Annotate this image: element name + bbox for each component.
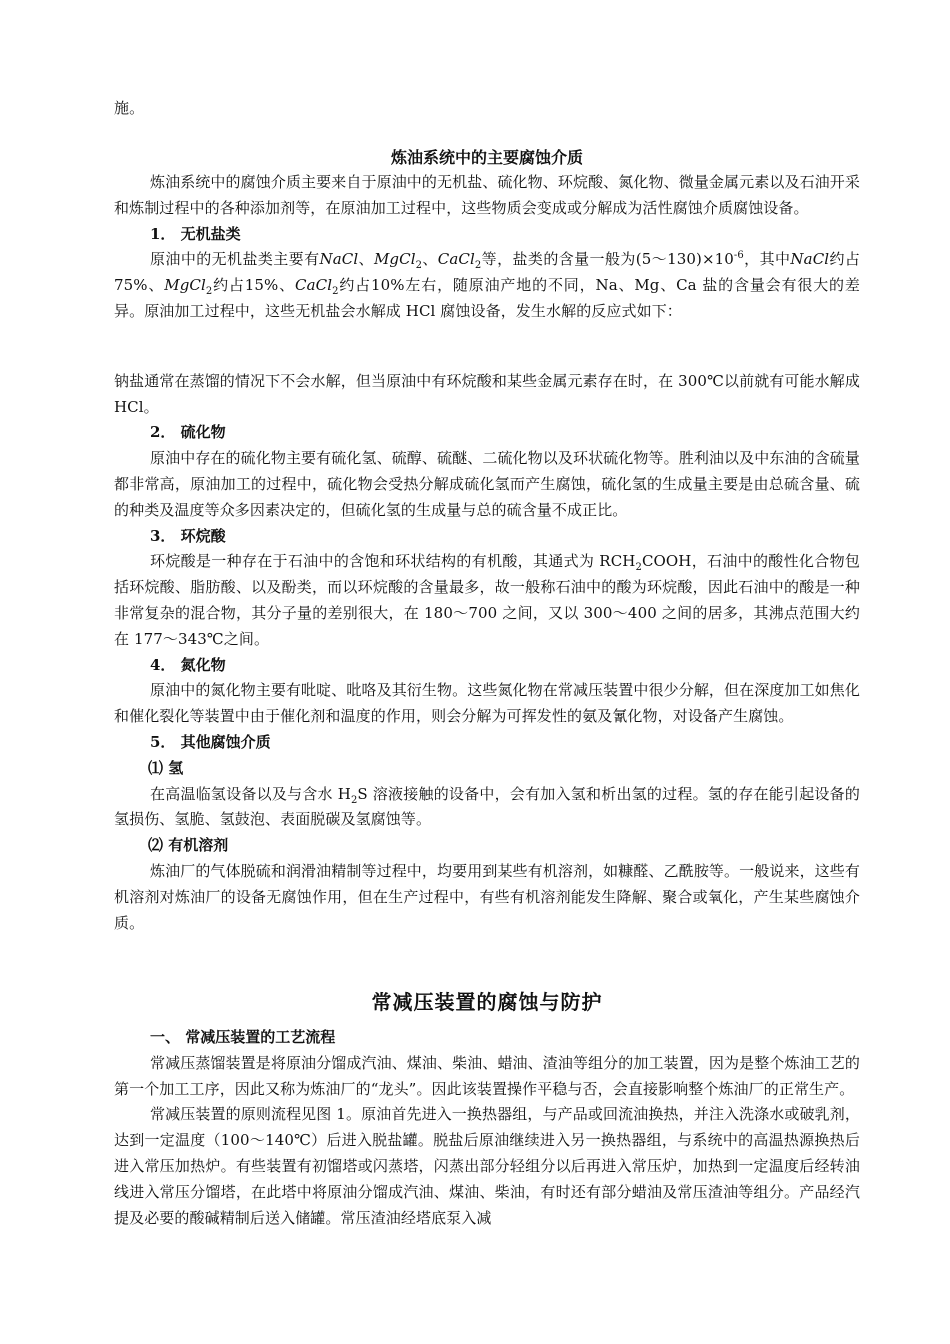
paragraph-process-flow: 常减压装置的原则流程见图 1。原油首先进入一换热器组，与产品或回流油换热，并注入洗涤水或破乳剂，达到一定温度（100～140℃）后进入脱盐罐。脱盐后原油继续进入另一换热器组，与系统中的高温热源换热后进入常压加热炉。有些装置有初馏塔或闪蒸塔，闪蒸出部分轻组分以后再进入常压炉，加热到一定温度后经转油线进入常压分馏塔，在此塔中将原油分馏成汽油、煤油、柴油，有时还有部分蜡油及常压渣油等组分。产品经汽提及必要的酸碱精制后送入储罐。常压渣油经塔底泵入减 xyxy=(114,1105,860,1227)
heading-sulfides: 2． 硫化物 xyxy=(150,423,226,442)
reaction-equation-blank xyxy=(114,325,860,369)
heading-organic-solvents: ⑵ 有机溶剂 xyxy=(148,836,229,855)
paragraph-organic-solvents: 炼油厂的气体脱硫和润滑油精制等过程中，均要用到某些有机溶剂，如糠醛、乙酰胺等。一般说来，这些有机溶剂对炼油厂的设备无腐蚀作用，但在生产过程中，有些有机溶剂能发生降解、聚合或氧化，产生某些腐蚀介质。 xyxy=(114,861,860,932)
heading-naphthenic-acid: 3． 环烷酸 xyxy=(150,526,226,545)
heading-other-media: 5． 其他腐蚀介质 xyxy=(150,732,271,751)
heading-hydrogen: ⑴ 氢 xyxy=(148,758,184,777)
paragraph-naphthenic-acid: 环烷酸是一种存在于石油中的含饱和环状结构的有机酸，其通式为 $RCH_2COOH$，石油中的酸性化合物包括环烷酸、脂肪酸、以及酚类，而以环烷酸的含量最多，故一般称石油中的酸为环烷酸，因此石油中的酸是一种非常复杂的混合物，其分子量的差别很大，在 180～700 之间，又以 300～400 之间的居多，其沸点范围大约在 177～343℃之间。 xyxy=(114,552,860,648)
paragraph-hydrogen: 在高温临氢设备以及与含水 $H_2S$ 溶液接触的设备中，会有加入氢和析出氢的过程。氢的存在能引起设备的氢损伤、氢脆、氢鼓泡、表面脱碳及氢腐蚀等。 xyxy=(114,784,860,829)
paragraph-nitrides: 原油中的氮化物主要有吡啶、吡咯及其衍生物。这些氮化物在常减压装置中很少分解，但在深度加工如焦化和催化裂化等装置中由于催化剂和温度的作用，则会分解为可挥发性的氨及氰化物，对设备产生腐蚀。 xyxy=(114,681,860,726)
section-title-atmospheric-vacuum: 常减压装置的腐蚀与防护 xyxy=(371,990,603,1014)
paragraph-inorganic-salts: 原油中的无机盐类主要有NaCl、MgCl$_2$、CaCl$_2$等，盐类的含量一般为$(5\sim 130)\times 10^{-6}$，其中NaCl约占75%、MgCl$_2$约占15%、CaCl$_2$约占10%左右，随原油产地的不同，Na、Mg、Ca 盐的含量会有很大的差异。原油加工过程中，这些无机盐会水解成 HCl 腐蚀设备，发生水解的反应式如下： xyxy=(114,250,860,320)
paragraph-corrosive-media-intro: 炼油系统中的腐蚀介质主要来自于原油中的无机盐、硫化物、环烷酸、氮化物、微量金属元素以及石油开采和炼制过程中的各种添加剂等，在原油加工过程中，这些物质会变成或分解成为活性腐蚀介质腐蚀设备。 xyxy=(114,173,860,217)
heading-process-flow: 一、 常减压装置的工艺流程 xyxy=(150,1028,336,1046)
paragraph-process-intro: 常减压蒸馏装置是将原油分馏成汽油、煤油、柴油、蜡油、渣油等组分的加工装置，因为是整个炼油工艺的第一个加工工序，因此又称为炼油厂的“龙头”。因此该装置操作平稳与否，会直接影响整个炼油厂的正常生产。 xyxy=(114,1053,860,1098)
paragraph-sodium-salts: 钠盐通常在蒸馏的情况下不会水解，但当原油中有环烷酸和某些金属元素存在时，在 300℃以前就有可能水解成 HCl。 xyxy=(114,371,860,416)
previous-paragraph-tail: 施。 xyxy=(114,99,145,117)
section-title-corrosive-media: 炼油系统中的主要腐蚀介质 xyxy=(390,148,583,167)
heading-inorganic-salts: 1． 无机盐类 xyxy=(150,224,241,243)
paragraph-sulfides: 原油中存在的硫化物主要有硫化氢、硫醇、硫醚、二硫化物以及环状硫化物等。胜利油以及中东油的含硫量都非常高，原油加工的过程中，硫化物会受热分解成硫化氢而产生腐蚀，硫化氢的生成量主要是由总硫含量、硫的种类及温度等众多因素决定的，但硫化氢的生成量与总的硫含量不成正比。 xyxy=(114,449,860,519)
heading-nitrides: 4． 氮化物 xyxy=(150,655,226,674)
